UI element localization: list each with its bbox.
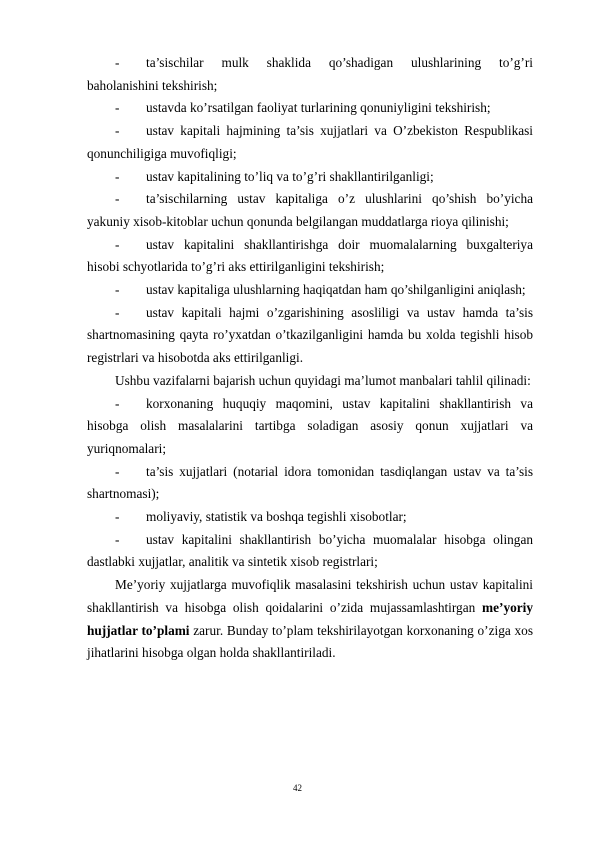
list-bullet-dash: - <box>115 55 120 70</box>
list-item-text: ustav kapitalini shakllantirish bo’yicha muomalalar hisobga olingan dastlabki xujjatlar, analitik va sintetik xisob registrlari; <box>87 531 533 570</box>
list-item-text: ta’sis xujjatlari (notarial idora tomonidan tasdiqlangan ustav va ta’sis shartnomasi); <box>87 463 533 502</box>
list-bullet-dash: - <box>115 100 120 116</box>
list-item-text: ustav kapitali hajmi o’zgarishining asosliligi va ustav hamda ta’sis shartnomasining qayta ro’yxatdan o’tkazilganligini hamda bu xolda tegishli hisob registrlari va hisobotda aks ettirilganligi. <box>87 304 533 366</box>
list-item-text: ta’sischilarning ustav kapitaliga o’z ulushlarini qo’shish bo’yicha yakuniy xisob-kitoblar uchun qonunda belgilangan muddatlarga rioya qilinishi; <box>87 191 533 229</box>
list-item-text: ustav kapitali hajmining ta’sis xujjatlari va O’zbekiston Respublikasi qonunchiligiga muvofiqligi; <box>87 123 533 161</box>
list-item <box>87 529 533 574</box>
sources-list <box>87 393 533 575</box>
list-item <box>87 506 533 529</box>
list-bullet-dash: - <box>115 191 120 207</box>
list-bullet-dash: - <box>115 168 120 184</box>
page-number: 42 <box>293 783 302 793</box>
list-item-text: ustav kapitaliga ulushlarning haqiqatdan ham qo’shilganligini aniqlash; <box>146 282 526 298</box>
list-bullet-dash: - <box>115 463 120 479</box>
list-item-text: ta’sischilar mulk shaklida qo’shadigan ulushlarining to’g’ri baholanishini tekshirish; <box>87 55 533 93</box>
list-item <box>87 393 533 461</box>
final-paragraph <box>87 574 533 665</box>
final-paragraph-text-start: Me’yoriy xujjatlarga muvofiqlik masalasini tekshirish uchun ustav kapitalini shakllantirish va hisobga olish qoidalarini o’zida mujassamlashtirgan <box>87 577 533 615</box>
requirements-list <box>87 52 533 370</box>
list-bullet-dash: - <box>115 395 120 411</box>
document-body <box>87 52 533 665</box>
list-item-text: ustav kapitalining to’liq va to’g’ri shakllantirilganligi; <box>146 168 434 184</box>
list-item-text: korxonaning huquqiy maqomini, ustav kapitalini shakllantirish va hisobga olish masalalarini tartibga soladigan asosiy qonun xujjatlari va yuriqnomalari; <box>87 395 533 456</box>
list-bullet-dash: - <box>115 304 120 320</box>
list-item <box>87 97 533 120</box>
list-item <box>87 234 533 279</box>
list-bullet-dash: - <box>115 509 120 525</box>
intro-paragraph: Ushbu vazifalarni bajarish uchun quyidagi ma’lumot manbalari tahlil qilinadi: <box>115 372 531 388</box>
list-item <box>87 120 533 165</box>
list-bullet-dash: - <box>115 531 120 547</box>
list-item-text: ustav kapitalini shakllantirishga doir muomalalarning buxgalteriya hisobi schyotlarida to’g’ri aks ettirilganligini tekshirish; <box>87 236 533 275</box>
list-item <box>87 302 533 370</box>
list-item <box>87 461 533 506</box>
list-item-text: moliyaviy, statistik va boshqa tegishli xisobotlar; <box>146 509 407 525</box>
final-paragraph-text-end: zarur. Bunday to’plam tekshirilayotgan korxonaning o’ziga xos jihatlarini hisobga olgan holda shakllantiriladi. <box>87 622 533 661</box>
list-item <box>87 166 533 189</box>
list-item <box>87 279 533 302</box>
list-bullet-dash: - <box>115 282 120 298</box>
list-bullet-dash: - <box>115 123 120 139</box>
final-paragraph-bold-term: me’yoriy hujjatlar to’plami <box>87 599 533 638</box>
list-item <box>87 52 533 97</box>
list-bullet-dash: - <box>115 236 120 252</box>
list-item-text: ustavda ko’rsatilgan faoliyat turlarining qonuniyligini tekshirish; <box>146 100 491 116</box>
list-item <box>87 188 533 233</box>
